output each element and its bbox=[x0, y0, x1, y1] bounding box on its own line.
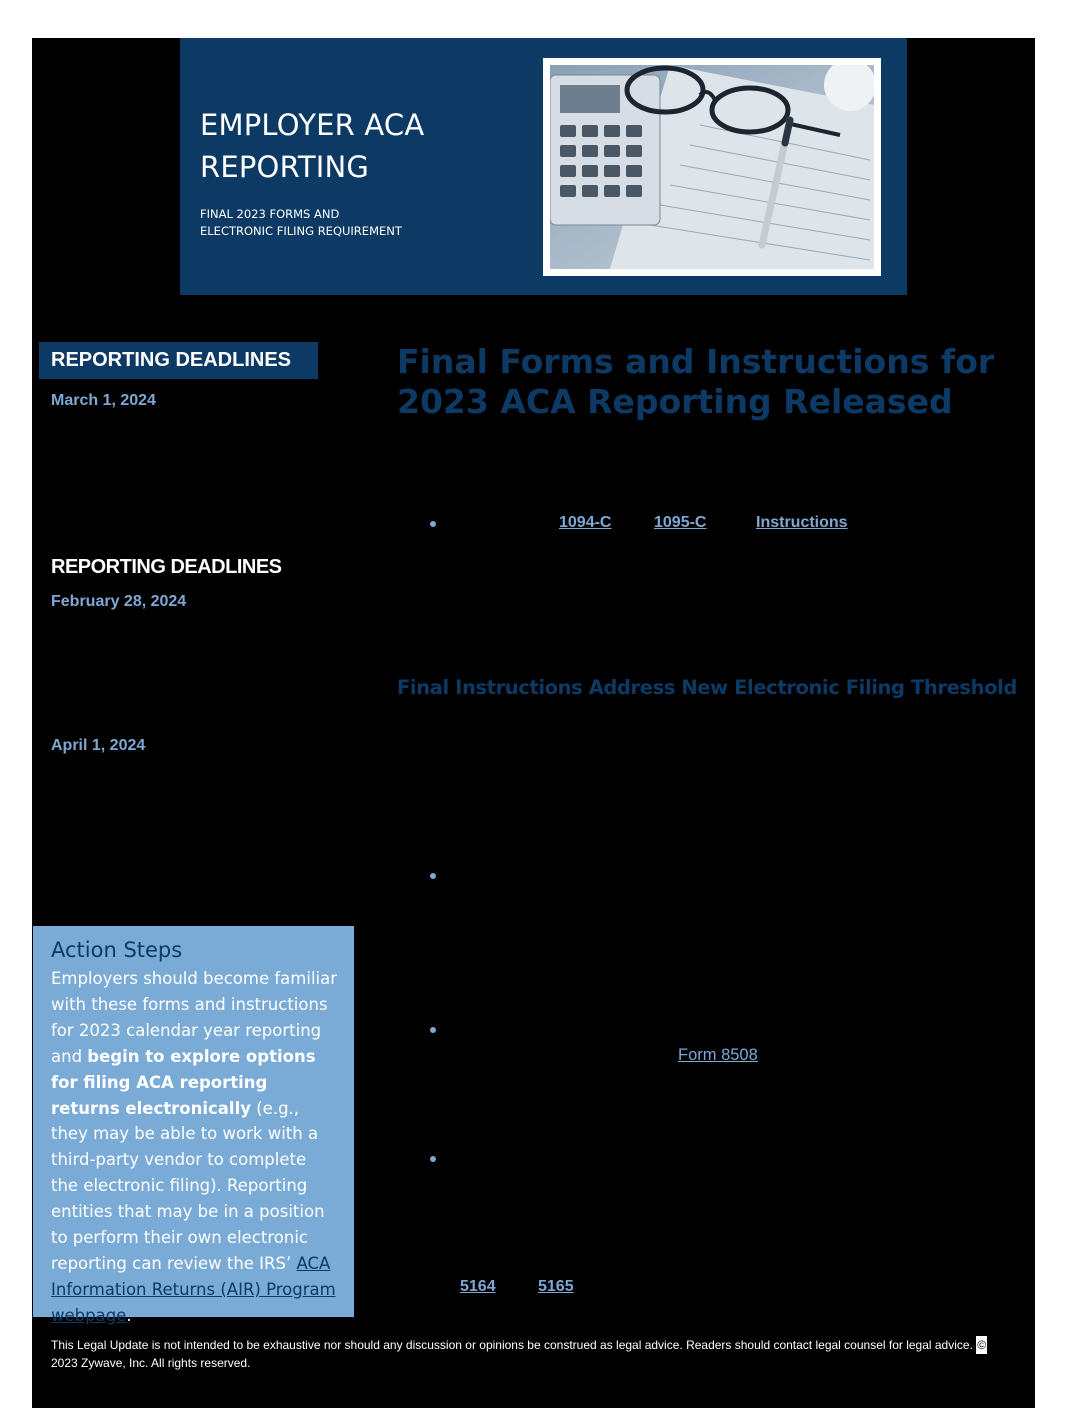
bullet-point bbox=[430, 873, 436, 879]
deadline-date-2: February 28, 2024 bbox=[51, 593, 187, 610]
bullet-point bbox=[430, 1156, 436, 1162]
deadline-date-1: March 1, 2024 bbox=[51, 392, 156, 409]
form-1095c-link[interactable]: 1095-C bbox=[654, 514, 707, 531]
reporting-deadlines-label: REPORTING DEADLINES bbox=[39, 342, 318, 379]
action-steps-text: Employers should become familiar with these forms and instructions for 2023 calendar year reporting and begin to explore options for filing ACA reporting returns electronically (e.g., they may be able to work with a third-party vendor to complete the electronic filing). Reporting entities that may be in a position to perform their own electronic reporting can review the IRS’ ACA Information Returns (AIR) Program webpage. bbox=[51, 969, 338, 1325]
header-photo bbox=[543, 58, 881, 276]
publication-5164-link[interactable]: 5164 bbox=[460, 1278, 496, 1295]
legal-footer: This Legal Update is not intended to be exhaustive nor should any discussion or opinions be construed as legal advice. Readers should contact legal counsel for legal advice. ©2023 Zywave, Inc. All rights reserved. bbox=[51, 1338, 987, 1370]
instructions-link[interactable]: Instructions bbox=[756, 514, 848, 531]
header-banner bbox=[180, 38, 907, 295]
deadline-date-3: April 1, 2024 bbox=[51, 737, 146, 754]
reporting-deadlines-label-2: REPORTING DEADLINES bbox=[51, 556, 282, 578]
calculator-glasses-pen-image bbox=[550, 65, 874, 269]
banner-title: EMPLOYER ACA REPORTING bbox=[200, 108, 425, 184]
main-title: Final Forms and Instructions for 2023 ACA Reporting Released bbox=[397, 342, 995, 421]
form-1094c-link[interactable]: 1094-C bbox=[559, 514, 612, 531]
banner-subtitle: FINAL 2023 FORMS AND ELECTRONIC FILING REQUIREMENT bbox=[200, 207, 402, 238]
action-steps-title: Action Steps bbox=[51, 938, 183, 962]
publication-5165-link[interactable]: 5165 bbox=[538, 1278, 574, 1295]
action-steps-box bbox=[33, 926, 354, 1325]
form-8508-link[interactable]: Form 8508 bbox=[678, 1046, 758, 1064]
bullet-point bbox=[430, 1027, 436, 1033]
bullet-point bbox=[430, 521, 436, 527]
air-program-link[interactable]: ACA Information Returns (AIR) Program webpage bbox=[51, 1253, 336, 1325]
section-subheading: Final Instructions Address New Electronic Filing Threshold bbox=[397, 676, 1017, 699]
copyright-symbol: © bbox=[977, 1338, 987, 1352]
